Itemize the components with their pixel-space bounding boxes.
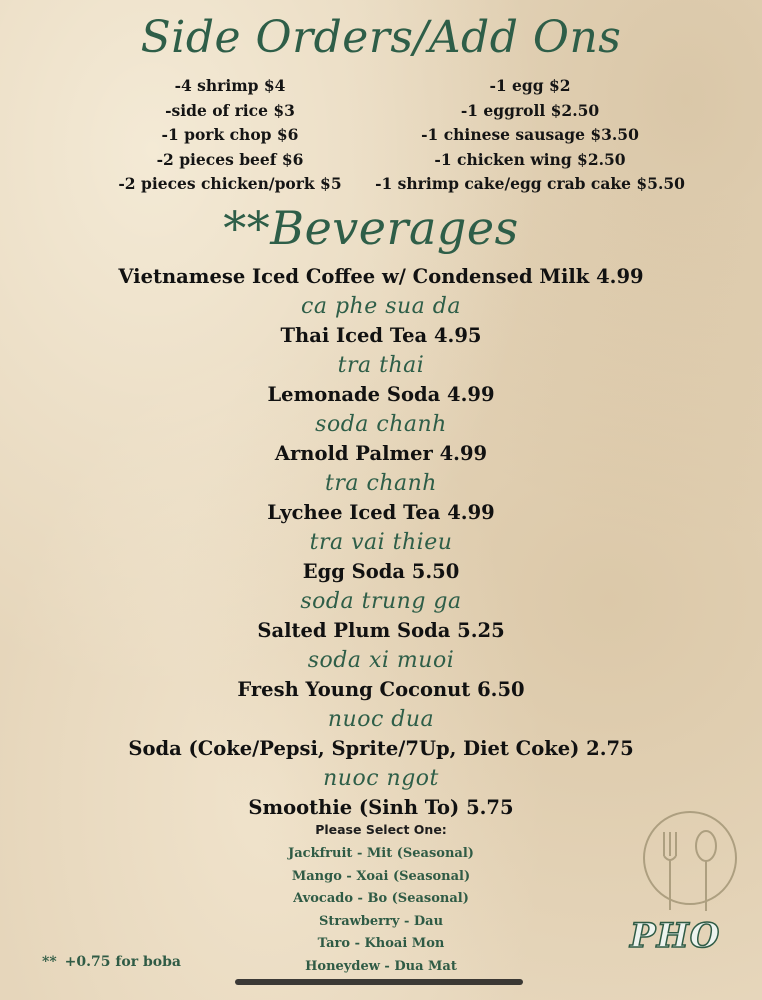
- side-orders-right-column: [370, 74, 690, 197]
- beverage-vietnamese-name: nuoc dua: [327, 707, 435, 732]
- side-order-item: -1 shrimp cake/egg crab cake $5.50: [375, 174, 685, 194]
- beverage-item: [0, 322, 762, 381]
- beverage-name: Fresh Young Coconut 6.50: [237, 678, 525, 701]
- beverage-name: Arnold Palmer 4.99: [274, 442, 488, 465]
- beverage-vietnamese-name: soda trung ga: [300, 589, 462, 614]
- smoothie-flavor: Avocado - Bo (Seasonal): [293, 891, 469, 907]
- smoothie-flavor: Strawberry - Dau: [318, 913, 444, 929]
- smoothie-flavor: Taro - Khoai Mon: [317, 936, 445, 952]
- scroll-handle[interactable]: [235, 979, 523, 985]
- side-orders-left-column: [80, 74, 380, 197]
- beverage-vietnamese-name: soda chanh: [315, 412, 447, 437]
- side-order-item: -1 eggroll $2.50: [460, 100, 600, 120]
- smoothie-flavor: Jackfruit - Mit (Seasonal): [288, 846, 474, 861]
- side-order-item: -1 chinese sausage $3.50: [421, 125, 639, 145]
- side-order-item: -1 egg $2: [489, 76, 571, 95]
- side-orders-title: Side Orders/Add Ons: [140, 12, 622, 63]
- smoothie-options-heading: Please Select One:: [315, 822, 447, 837]
- side-order-item: -4 shrimp $4: [174, 76, 286, 95]
- pho-logo-text: PHO: [630, 916, 721, 956]
- beverage-name: Salted Plum Soda 5.25: [257, 619, 505, 642]
- beverages-title: **Beverages: [223, 201, 519, 255]
- boba-note-text: +0.75 for boba: [64, 954, 181, 970]
- beverage-vietnamese-name: tra vai thieu: [309, 530, 453, 555]
- beverage-vietnamese-name: ca phe sua da: [301, 294, 461, 319]
- boba-note: [42, 954, 181, 970]
- beverage-item: [0, 617, 762, 676]
- beverage-item: [0, 558, 762, 617]
- fork-spoon-icon: [644, 812, 736, 911]
- side-order-item: -1 chicken wing $2.50: [434, 149, 626, 169]
- boba-note-stars: **: [42, 954, 57, 970]
- beverage-name: Lychee Iced Tea 4.99: [267, 501, 495, 524]
- beverage-vietnamese-name: tra thai: [337, 353, 425, 378]
- beverages-list: [0, 263, 762, 822]
- smoothie-flavor: Honeydew - Dua Mat: [305, 958, 457, 974]
- beverage-item: [0, 676, 762, 735]
- beverage-name: Soda (Coke/Pepsi, Sprite/7Up, Diet Coke) 2.75: [128, 737, 634, 760]
- smoothie-flavor: Mango - Xoai (Seasonal): [291, 868, 471, 884]
- side-order-item: -2 pieces chicken/pork $5: [118, 174, 342, 194]
- beverage-vietnamese-name: nuoc ngot: [323, 766, 439, 791]
- beverage-name: Egg Soda 5.50: [302, 560, 460, 583]
- beverage-item: [0, 381, 762, 440]
- beverage-vietnamese-name: soda xi muoi: [307, 648, 455, 673]
- beverage-name: Lemonade Soda 4.99: [267, 383, 495, 406]
- beverage-item: [0, 263, 762, 322]
- beverage-item: [0, 440, 762, 499]
- beverage-name: Smoothie (Sinh To) 5.75: [248, 796, 514, 819]
- beverage-name: Vietnamese Iced Coffee w/ Condensed Milk 4.99: [118, 265, 644, 288]
- side-order-item: -2 pieces beef $6: [156, 149, 304, 169]
- beverage-vietnamese-name: tra chanh: [325, 471, 437, 496]
- side-order-item: -side of rice $3: [165, 100, 295, 120]
- beverage-item: [0, 735, 762, 794]
- side-order-item: -1 pork chop $6: [161, 125, 299, 145]
- beverage-item: [0, 499, 762, 558]
- beverage-name: Thai Iced Tea 4.95: [280, 324, 482, 347]
